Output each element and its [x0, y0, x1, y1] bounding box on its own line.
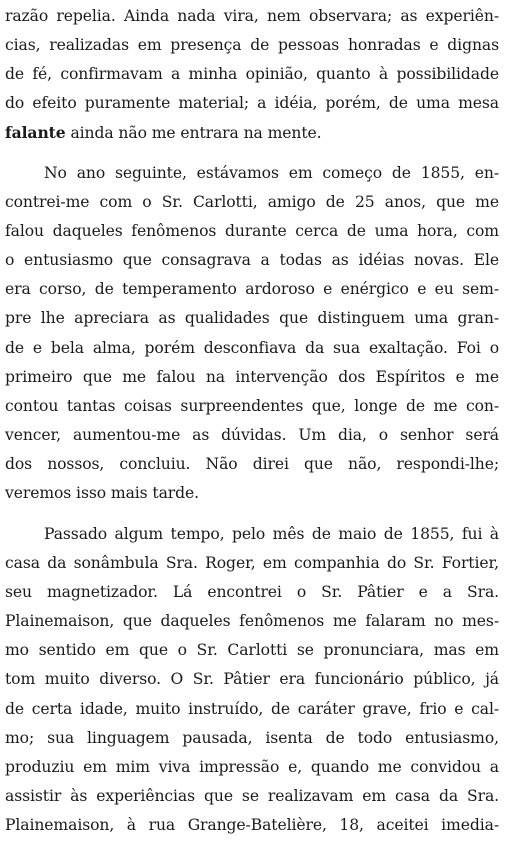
text-line: razão repelia. Ainda nada vira, nem observara; as experiên- — [5, 7, 499, 25]
text-line — [5, 118, 499, 147]
paragraph-1 — [5, 2, 499, 147]
text-line: o entusiasmo que consagrava a todas as idéias novas. Ele — [5, 251, 499, 270]
text-line: de fé, confirmavam a minha opinião, quanto à possibilidade — [5, 65, 499, 84]
text-line: era corso, de temperamento ardoroso e enérgico e eu sem- — [5, 280, 499, 299]
bold-word: falante — [5, 123, 66, 143]
text-line: de e bela alma, porém desconfiava da sua exaltação. Foi o — [5, 338, 499, 357]
text-line: casa da sonâmbula Sra. Roger, em companhia do Sr. Fortier, — [5, 554, 499, 573]
text-line: primeiro que me falou na intervenção dos Espíritos e me — [5, 367, 499, 386]
text-line: Plainemaison, que daqueles fenômenos me falaram no mes- — [5, 612, 499, 631]
text-line: do efeito puramente material; a idéia, porém, de uma mesa — [5, 94, 499, 113]
text-span: ainda não me entrara na mente. — [65, 124, 322, 143]
paragraph-2 — [5, 159, 499, 508]
text-line: contrei-me com o Sr. Carlotti, amigo de 25 anos, que me — [5, 193, 499, 212]
text-line: veremos isso mais tarde. — [5, 484, 200, 503]
text-line: produziu em mim viva impressão e, quando me convidou a — [5, 757, 499, 776]
text-line: mo; sua linguagem pausada, isenta de todo entusiasmo, — [5, 728, 499, 747]
text-line: seu magnetizador. Lá encontrei o Sr. Pâtier e a Sra. — [5, 583, 499, 602]
paragraph-3 — [5, 520, 499, 840]
text-line: No ano seguinte, estávamos em começo de 1855, en- — [44, 164, 499, 182]
text-line: Plainemaison, à rua Grange-Batelière, 18, aceitei imedia- — [5, 815, 499, 834]
text-line: mo sentido em que o Sr. Carlotti se pronunciara, mas em — [5, 641, 499, 660]
text-line: vencer, aumentou-me as dúvidas. Um dia, o senhor será — [5, 425, 499, 444]
text-line: de certa idade, muito instruído, de caráter grave, frio e cal- — [5, 699, 499, 718]
text-line: tom muito diverso. O Sr. Pâtier era funcionário público, já — [5, 670, 499, 689]
text-line: cias, realizadas em presença de pessoas honradas e dignas — [5, 36, 499, 55]
text-line: Passado algum tempo, pelo mês de maio de 1855, fui à — [44, 525, 499, 543]
text-line: pre lhe apreciara as qualidades que distinguem uma gran- — [5, 309, 499, 328]
text-line: contou tantas coisas surpreendentes que, longe de me con- — [5, 396, 499, 415]
text-line: assistir às experiências que se realizavam em casa da Sra. — [5, 786, 499, 805]
text-line: falou daqueles fenômenos durante cerca de uma hora, com — [5, 222, 499, 241]
text-line: dos nossos, concluiu. Não direi que não, respondi-lhe; — [5, 454, 499, 473]
